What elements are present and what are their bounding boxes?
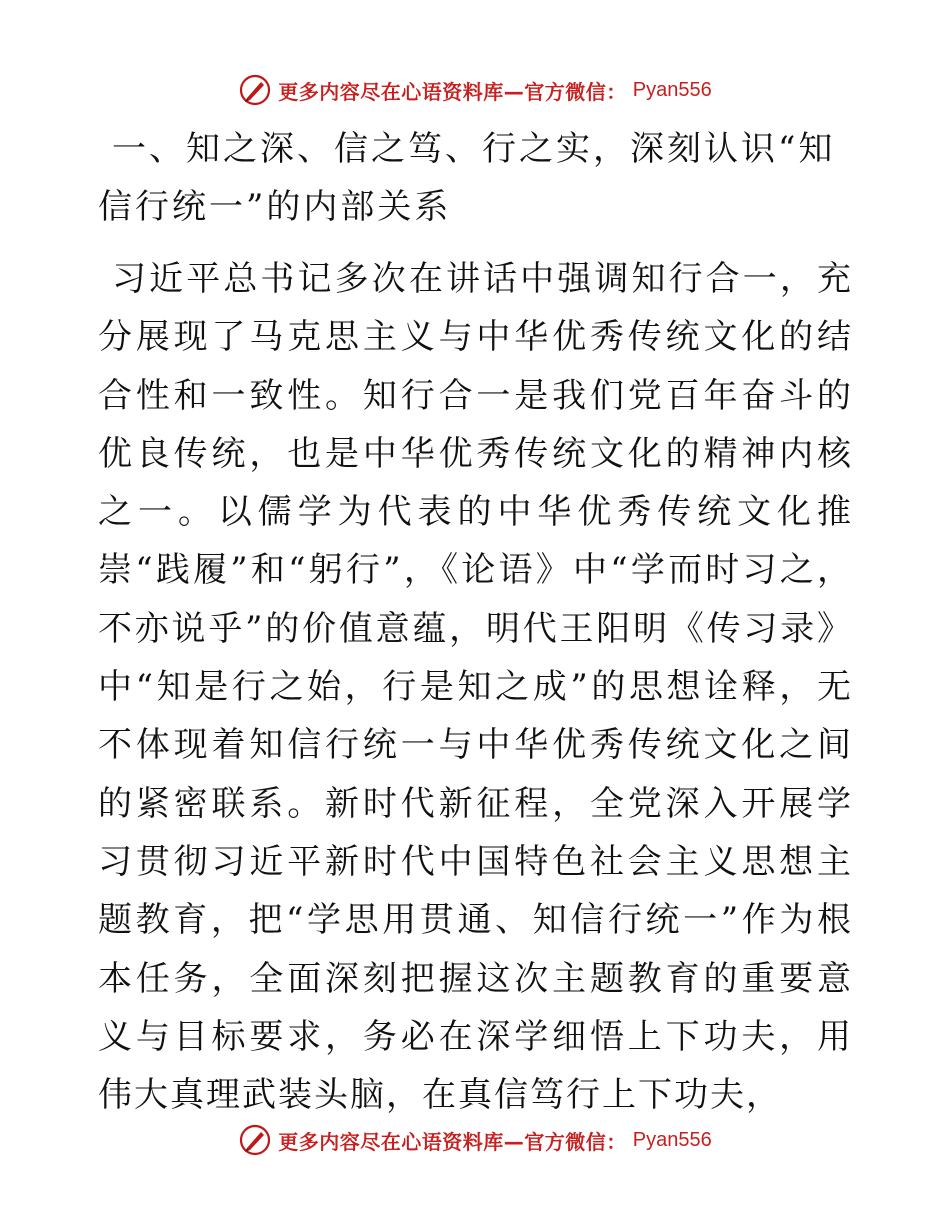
body-paragraph: 习近平总书记多次在讲话中强调知行合一，充分展现了马克思主义与中华优秀传统文化的结合性和一致性。知行合一是我们党百年奋斗的优良传统，也是中华优秀传统文化的精神内核之一。以儒学为代表的中华优秀传统文化推崇“践履”和“躬行”，《论语》中“学而时习之，不亦说乎”的价值意蕴，明代王阳明《传习录》中“知是行之始，行是知之成”的思想诠释，无不体现着知信行统一与中华优秀传统文化之间的紧密联系。新时代新征程，全党深入开展学习贯彻习近平新时代中国特色社会主义思想主题教育，把“学思用贯通、知信行统一”作为根本任务，全面深刻把握这次主题教育的重要意义与目标要求，务必在深学细悟上下功夫，用伟大真理武装头脑，在真信笃行上下功夫，	[98, 259, 853, 1116]
footer-banner-text: 更多内容尽在心语资料库—官方微信：	[278, 1129, 627, 1154]
footer-banner	[0, 1120, 950, 1160]
footer-wechat-id: Pyan556	[632, 1128, 712, 1151]
quill-pen-logo-icon	[238, 73, 272, 107]
section-heading: 一、知之深、信之笃、行之实，深刻认识“知信行统一”的内部关系	[98, 129, 836, 227]
header-banner-text: 更多内容尽在心语资料库—官方微信：	[278, 79, 627, 104]
quill-pen-logo-icon	[238, 1123, 272, 1157]
header-banner	[0, 70, 950, 110]
header-wechat-id: Pyan556	[632, 78, 712, 101]
